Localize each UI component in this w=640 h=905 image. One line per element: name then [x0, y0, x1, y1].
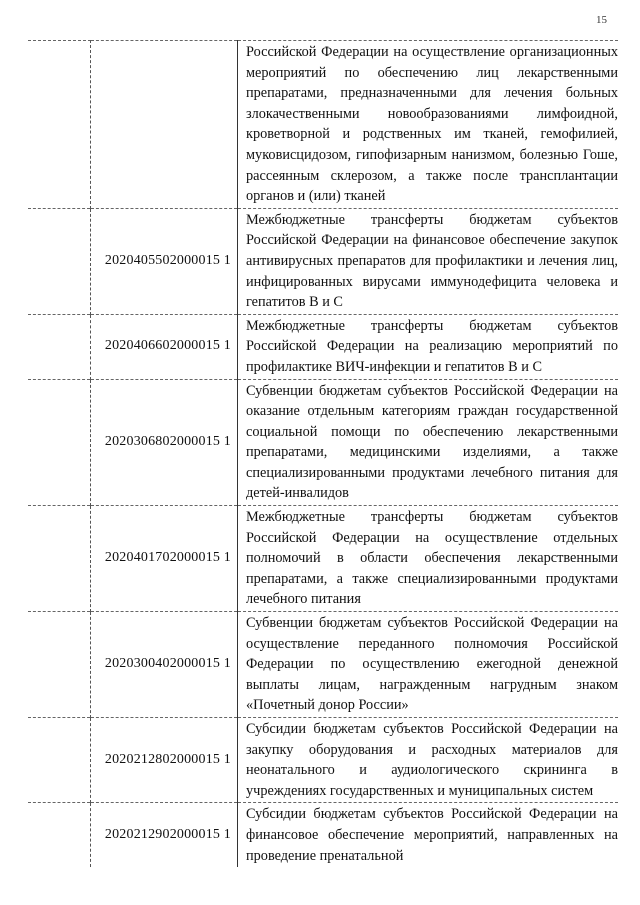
budget-code: 2020406602000015 1	[91, 314, 238, 379]
budget-code: 2020212802000015 1	[91, 718, 238, 803]
budget-description: Межбюджетные трансферты бюджетам субъектов Российской Федерации на финансовое обеспечение закупок антивирусных препаратов для профилактики и лечения лиц, инфицированных вирусами иммунодефицита человека и гепатитов В и С	[238, 208, 619, 314]
table-row	[28, 718, 618, 803]
budget-code: 2020306802000015 1	[91, 379, 238, 506]
budget-description: Субвенции бюджетам субъектов Российской Федерации на осуществление переданного полномочия Российской Федерации по осуществлению ежегодной денежной выплаты лицам, награжденным нагрудным знаком «Почетный донор России»	[238, 612, 619, 718]
table-row	[28, 803, 618, 867]
budget-code: 2020212902000015 1	[91, 803, 238, 867]
table-row	[28, 208, 618, 314]
empty-cell	[28, 314, 91, 379]
budget-description: Межбюджетные трансферты бюджетам субъектов Российской Федерации на реализацию мероприятий по профилактике ВИЧ-инфекции и гепатитов В и С	[238, 314, 619, 379]
budget-classification-table	[28, 40, 618, 867]
budget-code: 2020405502000015 1	[91, 208, 238, 314]
table-row	[28, 379, 618, 506]
empty-cell	[28, 41, 91, 209]
table-row	[28, 314, 618, 379]
empty-cell	[28, 208, 91, 314]
empty-cell	[28, 612, 91, 718]
budget-description: Субсидии бюджетам субъектов Российской Федерации на финансовое обеспечение мероприятий, направленных на проведение пренатальной	[238, 803, 619, 867]
table-row	[28, 41, 618, 209]
budget-code	[91, 41, 238, 209]
budget-description: Российской Федерации на осуществление организационных мероприятий по обеспечению лиц лекарственными препаратами, предназначенными для лечения больных злокачественными новообразованиями лимфоидной, кроветворной и родственных им тканей, гемофилией, муковисцидозом, гипофизарным нанизмом, болезнью Гоше, рассеянным склерозом, а также после трансплантации органов и (или) тканей	[238, 41, 619, 209]
budget-description: Межбюджетные трансферты бюджетам субъектов Российской Федерации на осуществление отдельных полномочий в области обеспечения лекарственными препаратами, а также специализированными продуктами лечебного питания	[238, 506, 619, 612]
budget-code: 2020401702000015 1	[91, 506, 238, 612]
budget-description: Субсидии бюджетам субъектов Российской Федерации на закупку оборудования и расходных материалов для неонатального и аудиологического скрининга в учреждениях государственных и муниципальных систем	[238, 718, 619, 803]
table-row	[28, 506, 618, 612]
page-number: 15	[596, 14, 607, 26]
empty-cell	[28, 718, 91, 803]
budget-code: 2020300402000015 1	[91, 612, 238, 718]
empty-cell	[28, 803, 91, 867]
table-row	[28, 612, 618, 718]
empty-cell	[28, 379, 91, 506]
empty-cell	[28, 506, 91, 612]
budget-description: Субвенции бюджетам субъектов Российской Федерации на оказание отдельным категориям граждан государственной социальной помощи по обеспечению лекарственными препаратами, медицинскими изделиями, а также специализированными продуктами лечебного питания для детей-инвалидов	[238, 379, 619, 506]
